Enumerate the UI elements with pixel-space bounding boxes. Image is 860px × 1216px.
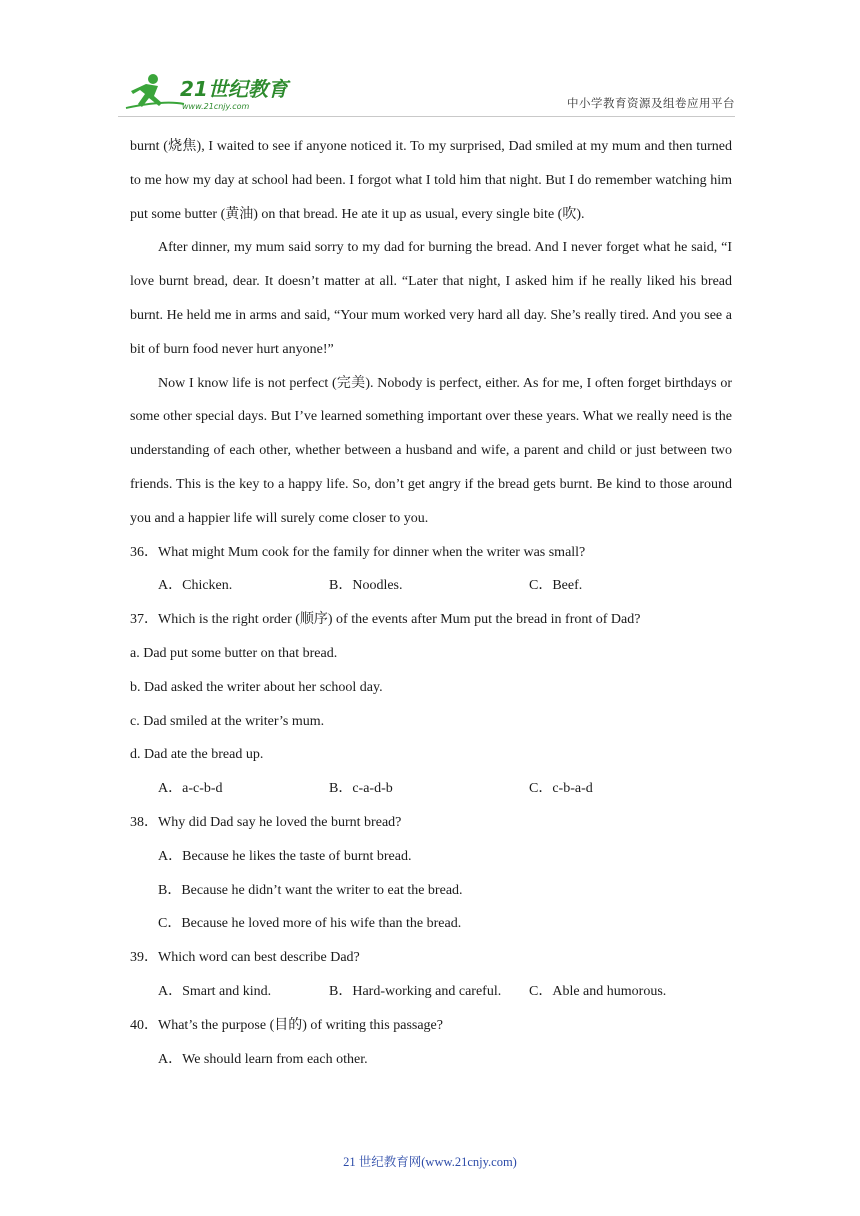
question-39-option-b: B．Hard-working and careful.: [329, 983, 502, 999]
question-38-option-c: C．Because he loved more of his wife than the bread.: [158, 916, 462, 932]
question-40-option-a: A．We should learn from each other.: [158, 1051, 368, 1067]
question-37-event-a: a. Dad put some butter on that bread.: [130, 645, 338, 661]
question-39-option-c: C．Able and humorous.: [529, 983, 667, 999]
question-38-option-a: A．Because he likes the taste of burnt bread.: [158, 848, 412, 864]
question-39-stem: 39．Which word can best describe Dad?: [130, 950, 360, 966]
site-logo: [124, 70, 294, 114]
question-36-option-b: B．Noodles.: [329, 578, 403, 594]
question-37-options: [130, 772, 732, 806]
question-39-options: [130, 975, 732, 1009]
question-36-option-a: A．Chicken.: [158, 578, 233, 594]
question-36-option-c: C．Beef.: [529, 578, 583, 594]
question-36-stem: 36．What might Mum cook for the family for dinner when the writer was small?: [130, 544, 586, 560]
question-38-stem: 38．Why did Dad say he loved the burnt bread?: [130, 814, 402, 830]
logo-wordmark: 21世纪教育: [180, 77, 288, 101]
question-39-option-a: A．Smart and kind.: [158, 983, 272, 999]
question-37-option-c: C．c-b-a-d: [529, 781, 593, 797]
page-header: [118, 64, 735, 117]
passage-paragraph-1: burnt (烧焦), I waited to see if anyone noticed it. To my surprised, Dad smiled at my mum and then turned to me how my day at school had been. I forgot what I told him that night. But I do remember watching him put some butter (黄油) on that bread. He ate it up as usual, every single bite (吹).: [130, 139, 732, 222]
question-37-option-a: A．a-c-b-d: [158, 781, 223, 797]
question-37-event-c: c. Dad smiled at the writer’s mum.: [130, 713, 325, 729]
question-38-option-b: B．Because he didn’t want the writer to eat the bread.: [158, 882, 463, 898]
question-37-event-b: b. Dad asked the writer about her school day.: [130, 679, 383, 695]
logo-url: www.21cnjy.com: [182, 102, 250, 111]
question-37-stem: 37．Which is the right order (顺序) of the events after Mum put the bread in front of Dad?: [130, 612, 641, 628]
page-footer: 21 世纪教育网(www.21cnjy.com): [343, 1155, 517, 1169]
question-37-event-d: d. Dad ate the bread up.: [130, 747, 264, 763]
document-body: [130, 130, 732, 1076]
question-36-options: [130, 569, 732, 603]
question-40-stem: 40．What’s the purpose (目的) of writing this passage?: [130, 1017, 443, 1033]
passage-paragraph-2: After dinner, my mum said sorry to my dad for burning the bread. And I never forget what he said, “I love burnt bread, dear. It doesn’t matter at all. “Later that night, I asked him if he really liked his bread burnt. He held me in arms and said, “Your mum worked very hard all day. She’s really tired. And you see a bit of burn food never hurt anyone!”: [130, 240, 732, 357]
header-tagline: 中小学教育资源及组卷应用平台: [567, 96, 735, 110]
passage-paragraph-3: Now I know life is not perfect (完美). Nobody is perfect, either. As for me, I often forget birthdays or some other special days. But I’ve learned something important over these years. What we really need is the understanding of each other, whether between a husband and wife, a parent and child or just between two friends. This is the key to a happy life. So, don’t get angry if the bread gets burnt. Be kind to those around you and a happier life will surely come closer to you.: [130, 375, 732, 526]
question-37-option-b: B．c-a-d-b: [329, 781, 393, 797]
runner-icon: [126, 74, 184, 108]
